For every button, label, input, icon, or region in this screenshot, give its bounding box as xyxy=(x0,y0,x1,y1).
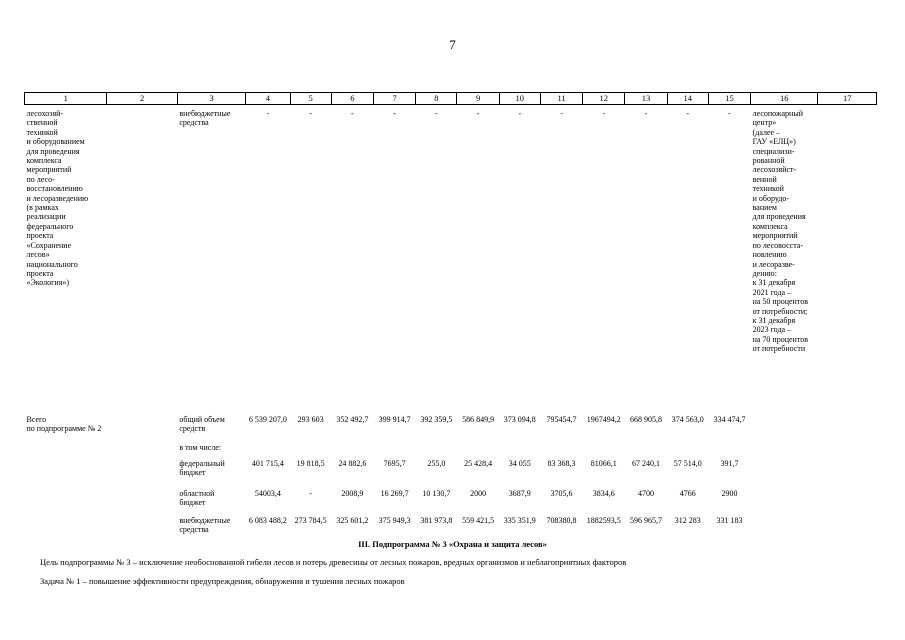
value-cell: - xyxy=(476,109,480,118)
value-cell: 3687,9 xyxy=(508,489,531,498)
value-cell: 708380,8 xyxy=(546,516,577,525)
value-cell: 373 094,8 xyxy=(503,415,536,424)
value-cell: 7695,7 xyxy=(383,459,406,468)
column-header-row xyxy=(25,93,877,105)
expected-result: лесопожарный центр» (далее – ГАУ «ЕЛЦ») специализи- рованной лесохозяйст- венной техникой и оборудо- ванием для проведения комплекса мероприятий по лесовосста- новлению и лесоразве- дению: к 31 декабря 2021 года – на 50 процентов от потребности; к 31 декабря 2023 года – на 70 процентов от потребности xyxy=(752,109,808,354)
column-header: 9 xyxy=(457,93,499,105)
goal-text: Цель подпрограммы № 3 – исключение необоснованной гибели лесов и потерь древесины от лесных пожаров, вредных организмов и неблагоприятных факторов xyxy=(40,557,627,567)
section-title: III. Подпрограмма № 3 «Охрана и защита лесов» xyxy=(358,539,547,549)
value-cell: 334 474,7 xyxy=(713,415,746,424)
table-row xyxy=(25,105,877,414)
column-header: 7 xyxy=(373,93,415,105)
value-cell: 596 965,7 xyxy=(630,516,662,525)
value-cell: 10 130,7 xyxy=(422,489,451,498)
value-cell: - xyxy=(393,109,396,118)
value-cell: 54003,4 xyxy=(254,489,281,498)
value-cell: 586 849,9 xyxy=(462,415,495,424)
value-cell: 795454,7 xyxy=(546,415,577,424)
value-cell: - xyxy=(644,109,648,118)
value-cell: - xyxy=(602,109,606,118)
value-cell: 1967494,2 xyxy=(586,415,621,424)
value-cell: 1882593,5 xyxy=(586,516,621,525)
value-cell: - xyxy=(309,109,312,118)
value-cell: 4700 xyxy=(638,489,654,498)
subprogram-table xyxy=(24,92,877,538)
value-cell: 34 055 xyxy=(508,459,531,468)
column-header: 16 xyxy=(751,93,818,105)
value-cell: 19 818,5 xyxy=(296,459,325,468)
funding-source: федеральный бюджет xyxy=(179,459,225,478)
value-cell: - xyxy=(309,489,312,498)
column-header: 1 xyxy=(25,93,107,105)
value-cell: 381 973,8 xyxy=(420,516,453,525)
value-cell: 559 421,5 xyxy=(462,516,495,525)
value-cell: 312 283 xyxy=(674,516,701,525)
funding-source: в том числе: xyxy=(179,443,222,452)
column-header: 2 xyxy=(107,93,177,105)
value-cell: 392 359,5 xyxy=(420,415,453,424)
funding-source: областной бюджет xyxy=(179,489,215,508)
funding-source: общий объем средств xyxy=(179,415,225,434)
value-cell: 83 368,3 xyxy=(547,459,576,468)
value-cell: 25 428,4 xyxy=(464,459,493,468)
value-cell: 3834,6 xyxy=(592,489,615,498)
column-header: 15 xyxy=(708,93,750,105)
column-header: 10 xyxy=(499,93,540,105)
value-cell: 374 563,0 xyxy=(671,415,704,424)
value-cell: 668 905,8 xyxy=(630,415,662,424)
value-cell: - xyxy=(266,109,270,118)
column-header: 13 xyxy=(625,93,667,105)
page-number: 7 xyxy=(449,37,456,52)
value-cell: - xyxy=(518,109,522,118)
value-cell: 81066,1 xyxy=(590,459,617,468)
value-cell: 4766 xyxy=(679,489,696,498)
value-cell: 24 882,6 xyxy=(338,459,367,468)
value-cell: - xyxy=(728,109,731,118)
value-cell: 401 715,4 xyxy=(251,459,284,468)
table-row xyxy=(25,413,877,443)
funding-source: внебюджетные средства xyxy=(179,516,231,535)
column-header: 12 xyxy=(583,93,625,105)
value-cell: 2000 xyxy=(470,489,487,498)
value-cell: 293 603 xyxy=(297,415,324,424)
funding-source: внебюджетные средства xyxy=(179,109,231,128)
column-header: 17 xyxy=(818,93,877,105)
value-cell: - xyxy=(351,109,354,118)
value-cell: 391,7 xyxy=(720,459,739,468)
value-cell: 325 601,2 xyxy=(336,516,369,525)
task-text: Задача № 1 – повышение эффективности предупреждения, обнаружения и тушения лесных пожаров xyxy=(40,576,405,586)
value-cell: 6 083 488,2 xyxy=(248,516,287,525)
value-cell: 6 539 207,0 xyxy=(248,415,287,424)
value-cell: 335 351,9 xyxy=(503,516,536,525)
value-cell: 67 240,1 xyxy=(632,459,660,468)
value-cell: 352 492,7 xyxy=(336,415,369,424)
value-cell: - xyxy=(435,109,438,118)
value-cell: 331 183 xyxy=(716,516,743,525)
total-label: Всего по подпрограмме № 2 xyxy=(26,415,102,434)
event-description: лесохозяй- ственной техникой и оборудованием для проведения комплекса мероприятий по лесо- восстановлению и лесоразведению (в рамках реализации федерального проекта «Сохранение лесов» национального проекта «Экология») xyxy=(26,109,89,288)
value-cell: - xyxy=(686,109,690,118)
value-cell: 273 784,5 xyxy=(294,516,327,525)
column-header: 3 xyxy=(177,93,245,105)
value-cell: 16 269,7 xyxy=(380,489,409,498)
column-header: 14 xyxy=(667,93,708,105)
value-cell: - xyxy=(560,109,563,118)
value-cell: 3705,6 xyxy=(550,489,573,498)
column-header: 11 xyxy=(540,93,582,105)
value-cell: 2900 xyxy=(721,489,738,498)
value-cell: 375 949,3 xyxy=(378,516,411,525)
column-header: 5 xyxy=(290,93,331,105)
value-cell: 399 914,7 xyxy=(378,415,411,424)
column-header: 6 xyxy=(331,93,373,105)
value-cell: 57 514,0 xyxy=(673,459,702,468)
column-header: 4 xyxy=(246,93,290,105)
value-cell: 2008,9 xyxy=(341,489,364,498)
value-cell: 255,0 xyxy=(427,459,446,468)
column-header: 8 xyxy=(416,93,457,105)
